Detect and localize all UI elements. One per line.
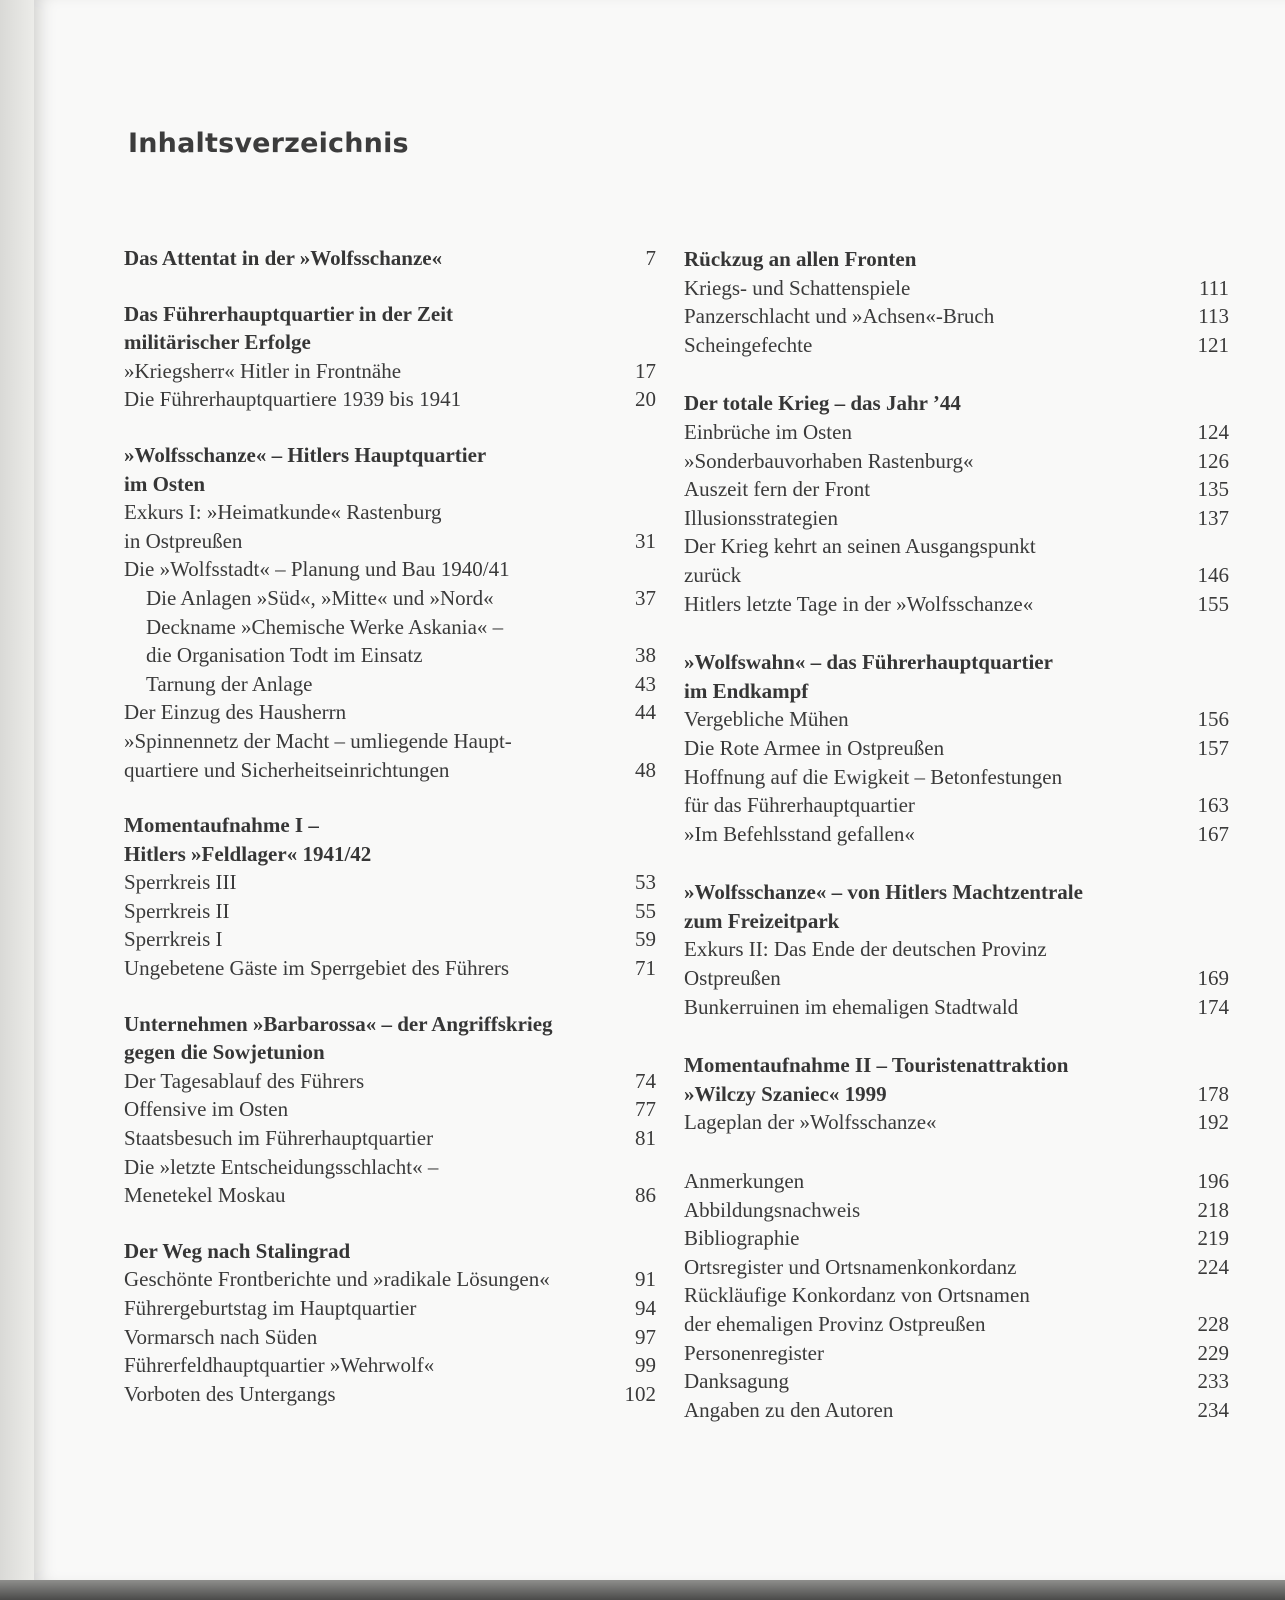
toc-entry-title: Sperrkreis I [124, 927, 223, 952]
toc-entry [124, 555, 656, 584]
toc-heading [684, 878, 1229, 907]
toc-page-number: 196 [1197, 1169, 1229, 1194]
toc-page-number: 126 [1197, 448, 1229, 473]
toc-entry [684, 820, 1229, 849]
toc-entry-title: »Sonderbauvorhaben Rastenburg« [684, 448, 974, 473]
toc-entry-title: Vergebliche Mühen [684, 707, 849, 732]
toc-entry-title: Angaben zu den Autoren [684, 1397, 894, 1422]
toc-heading [124, 244, 656, 273]
toc-entry [124, 1323, 656, 1352]
toc-entry-title: für das Führerhauptquartier [684, 793, 915, 818]
toc-entry-title: Momentaufnahme II – Touristenattraktion [684, 1053, 1069, 1078]
toc-entry [124, 868, 656, 897]
toc-entry-title: Der Einzug des Hausherrn [124, 700, 347, 725]
toc-entry [684, 1281, 1229, 1310]
toc-heading [684, 245, 1229, 274]
toc-entry [124, 357, 656, 386]
toc-entry [124, 756, 656, 785]
toc-page-number: 111 [1199, 275, 1229, 300]
toc-entry-title: »Kriegsherr« Hitler in Frontnähe [124, 358, 402, 383]
toc-entry-title: Führergeburtstag im Hauptquartier [124, 1296, 417, 1320]
toc-page-number: 37 [635, 585, 656, 610]
toc-entry [684, 590, 1229, 619]
toc-entry-title: Hitlers »Feldlager« 1941/42 [124, 841, 372, 866]
toc-entry-title: Danksagung [684, 1369, 789, 1394]
toc-entry [124, 698, 656, 727]
toc-page-number: 228 [1197, 1312, 1229, 1336]
toc-entry [124, 727, 656, 756]
toc-entry-title: Ungebetene Gäste im Sperrgebiet des Führers [124, 956, 510, 981]
toc-entry-title: »Wilczy Szaniec« 1999 [684, 1081, 887, 1106]
toc-page-number: 43 [635, 671, 656, 696]
toc-entry-title: militärischer Erfolge [124, 330, 311, 355]
toc-entry [124, 613, 656, 642]
toc-entry-title: Abbildungsnachweis [684, 1197, 861, 1222]
toc-entry-title: Sperrkreis III [124, 870, 237, 895]
scan-bottom-edge [0, 1580, 1285, 1600]
toc-entry [124, 1380, 656, 1409]
toc-page-number: 163 [1197, 793, 1229, 818]
toc-right-column [684, 245, 1229, 1454]
toc-page-number: 124 [1197, 419, 1229, 444]
toc-entry [124, 1265, 656, 1294]
toc-section [124, 811, 656, 983]
toc-entry-title: Sperrkreis II [124, 898, 230, 923]
toc-entry [124, 498, 656, 527]
toc-section [684, 878, 1229, 1021]
toc-page-number: 233 [1197, 1369, 1229, 1394]
toc-entry [124, 1351, 656, 1380]
toc-page-number: 157 [1197, 735, 1229, 760]
toc-heading [124, 840, 656, 869]
toc-entry-title: Deckname »Chemische Werke Askania« – [146, 614, 504, 639]
toc-entry-title: Menetekel Moskau [124, 1183, 286, 1208]
toc-entry [124, 925, 656, 954]
toc-page-number: 59 [635, 927, 656, 952]
toc-entry-title: »Wolfsschanze« – Hitlers Hauptquartier [124, 442, 487, 467]
toc-entry [684, 705, 1229, 734]
toc-entry [124, 954, 656, 983]
toc-entry-title: Ostpreußen [684, 966, 781, 991]
toc-entry-title: Rückläufige Konkordanz von Ortsnamen [684, 1283, 1030, 1308]
toc-entry [684, 791, 1229, 820]
toc-entry-title: Der Weg nach Stalingrad [124, 1238, 351, 1263]
toc-page-number: 121 [1197, 332, 1229, 357]
toc-entry [684, 935, 1229, 964]
toc-page-number: 219 [1197, 1226, 1229, 1251]
toc-page-number: 17 [635, 358, 656, 383]
toc-entry-title: Führerfeldhauptquartier »Wehrwolf« [124, 1353, 435, 1378]
toc-entry [684, 1253, 1229, 1282]
toc-entry-title: gegen die Sowjetunion [124, 1040, 325, 1065]
toc-entry-title: »Wolfswahn« – das Führerhauptquartier [684, 650, 1053, 675]
toc-entry [684, 1224, 1229, 1253]
toc-entry [124, 527, 656, 556]
toc-entry [684, 274, 1229, 303]
toc-entry [684, 532, 1229, 561]
toc-section [124, 1010, 656, 1210]
toc-heading [684, 389, 1229, 418]
toc-entry-title: Bunkerruinen im ehemaligen Stadtwald [684, 994, 1019, 1019]
toc-entry-title: Kriegs- und Schattenspiele [684, 275, 911, 300]
toc-entry [684, 447, 1229, 476]
toc-section [124, 441, 656, 784]
toc-entry-title: Das Attentat in der »Wolfsschanze« [124, 246, 443, 270]
toc-entry-title: Die »letzte Entscheidungsschlacht« – [124, 1154, 439, 1179]
toc-heading [124, 811, 656, 840]
toc-page-number: 146 [1197, 562, 1229, 587]
toc-entry-title: die Organisation Todt im Einsatz [146, 643, 423, 668]
toc-entry-title: Der totale Krieg – das Jahr ’44 [684, 391, 961, 416]
toc-entry [124, 670, 656, 699]
toc-page-number: 113 [1198, 304, 1229, 329]
toc-page-number: 48 [635, 757, 656, 782]
toc-heading [124, 1010, 656, 1039]
toc-page-number: 55 [635, 898, 656, 923]
toc-entry [684, 561, 1229, 590]
toc-entry [684, 993, 1229, 1022]
toc-entry [684, 763, 1229, 792]
toc-heading [684, 648, 1229, 677]
toc-page-number: 218 [1197, 1197, 1229, 1222]
toc-entry-title: im Osten [124, 471, 206, 496]
toc-page-number: 94 [635, 1296, 656, 1320]
toc-page-number: 178 [1197, 1081, 1229, 1106]
toc-entry [124, 1181, 656, 1210]
toc-section [124, 1237, 656, 1409]
toc-entry [684, 734, 1229, 763]
toc-entry-title: Das Führerhauptquartier in der Zeit [124, 301, 454, 326]
toc-page-number: 192 [1197, 1110, 1229, 1135]
toc-entry-title: Ortsregister und Ortsnamenkonkordanz [684, 1254, 1017, 1279]
toc-entry-title: Die Führerhauptquartiere 1939 bis 1941 [124, 387, 462, 412]
toc-entry [124, 1294, 656, 1323]
toc-entry [124, 897, 656, 926]
toc-page-number: 102 [624, 1381, 656, 1406]
toc-entry [124, 584, 656, 613]
toc-heading [124, 300, 656, 329]
toc-entry-title: Die Anlagen »Süd«, »Mitte« und »Nord« [146, 585, 494, 610]
toc-page-number: 135 [1197, 477, 1229, 502]
toc-entry-title: »Spinnennetz der Macht – umliegende Haupt- [124, 728, 512, 753]
toc-entry-title: Staatsbesuch im Führerhauptquartier [124, 1126, 434, 1151]
toc-heading [124, 328, 656, 357]
toc-heading [124, 1038, 656, 1067]
toc-section [124, 300, 656, 414]
toc-entry-title: Illusionsstrategien [684, 505, 838, 530]
toc-page-number: 229 [1197, 1340, 1229, 1365]
toc-entry [684, 1339, 1229, 1368]
toc-entry-title: Scheingefechte [684, 332, 813, 357]
toc-entry-title: Die »Wolfsstadt« – Planung und Bau 1940/41 [124, 557, 510, 582]
toc-page-number: 86 [635, 1183, 656, 1208]
toc-page-number: 20 [635, 387, 656, 412]
page-gutter [0, 0, 34, 1580]
toc-section [124, 244, 656, 273]
toc-entry [684, 1310, 1229, 1339]
toc-entry [124, 1153, 656, 1182]
toc-entry-title: Tarnung der Anlage [146, 671, 313, 696]
toc-entry-title: Hitlers letzte Tage in der »Wolfsschanze« [684, 591, 1034, 616]
toc-heading [684, 677, 1229, 706]
toc-entry-title: im Endkampf [684, 678, 809, 703]
toc-entry-title: Vorboten des Untergangs [124, 1381, 336, 1406]
toc-section [684, 1051, 1229, 1137]
toc-entry-title: zum Freizeitpark [684, 908, 840, 933]
toc-entry-title: Die Rote Armee in Ostpreußen [684, 735, 945, 760]
toc-heading [124, 470, 656, 499]
toc-entry-title: Unternehmen »Barbarossa« – der Angriffskrieg [124, 1011, 553, 1036]
toc-entry-title: »Im Befehlsstand gefallen« [684, 821, 915, 846]
toc-entry [684, 1367, 1229, 1396]
toc-section [684, 389, 1229, 618]
toc-entry-title: Personenregister [684, 1340, 824, 1365]
toc-page-number: 169 [1197, 966, 1229, 991]
toc-page-number: 81 [635, 1126, 656, 1151]
toc-entry [124, 1067, 656, 1096]
toc-entry [684, 418, 1229, 447]
toc-entry [684, 1396, 1229, 1425]
toc-left-column [124, 244, 656, 1435]
toc-heading [684, 907, 1229, 936]
toc-page-number: 97 [635, 1324, 656, 1349]
toc-page-number: 44 [635, 700, 656, 725]
toc-heading [124, 441, 656, 470]
toc-heading [684, 1051, 1229, 1080]
toc-entry [684, 331, 1229, 360]
toc-heading [684, 1080, 1229, 1109]
toc-page-number: 137 [1197, 505, 1229, 530]
toc-entry-title: Der Krieg kehrt an seinen Ausgangspunkt [684, 534, 1036, 559]
page-title: Inhaltsverzeichnis [128, 128, 409, 159]
toc-section [684, 1167, 1229, 1424]
toc-entry-title: quartiere und Sicherheitseinrichtungen [124, 757, 450, 782]
toc-entry [684, 302, 1229, 331]
toc-entry-title: Lageplan der »Wolfsschanze« [684, 1110, 937, 1135]
toc-entry-title: Panzerschlacht und »Achsen«-Bruch [684, 304, 995, 329]
toc-section [684, 648, 1229, 848]
toc-entry-title: Exkurs I: »Heimatkunde« Rastenburg [124, 500, 442, 525]
toc-page-number: 74 [635, 1068, 656, 1093]
toc-entry-title: »Wolfsschanze« – von Hitlers Machtzentrale [684, 880, 1083, 905]
toc-entry [124, 1124, 656, 1153]
toc-entry [684, 1108, 1229, 1137]
toc-page-number: 91 [635, 1267, 656, 1292]
toc-entry-title: Bibliographie [684, 1226, 800, 1251]
toc-page-number: 77 [635, 1097, 656, 1122]
toc-entry-title: Exkurs II: Das Ende der deutschen Provinz [684, 937, 1047, 962]
toc-heading [124, 1237, 656, 1266]
toc-entry [684, 1167, 1229, 1196]
toc-entry [124, 641, 656, 670]
toc-page-number: 53 [635, 870, 656, 895]
toc-page-number: 224 [1197, 1254, 1229, 1279]
toc-entry [124, 1095, 656, 1124]
toc-entry-title: Offensive im Osten [124, 1097, 289, 1122]
toc-entry-title: Der Tagesablauf des Führers [124, 1068, 365, 1093]
toc-page-number: 167 [1197, 821, 1229, 846]
toc-page-number: 234 [1197, 1397, 1229, 1422]
toc-entry [684, 475, 1229, 504]
toc-page-number: 31 [635, 528, 656, 553]
toc-entry-title: der ehemaligen Provinz Ostpreußen [684, 1312, 986, 1336]
toc-page-number: 38 [635, 643, 656, 668]
toc-page-number: 174 [1197, 994, 1229, 1019]
toc-entry [684, 504, 1229, 533]
toc-page-number: 155 [1197, 591, 1229, 616]
toc-page-number: 99 [635, 1353, 656, 1378]
toc-page-number: 71 [635, 956, 656, 981]
toc-entry-title: in Ostpreußen [124, 528, 243, 553]
toc-entry-title: Auszeit fern der Front [684, 477, 871, 502]
toc-entry-title: Momentaufnahme I – [124, 813, 319, 838]
toc-entry [684, 1196, 1229, 1225]
toc-entry-title: Geschönte Frontberichte und »radikale Lösungen« [124, 1267, 550, 1292]
toc-page-number: 7 [645, 246, 656, 270]
toc-entry [124, 385, 656, 414]
toc-page-number: 156 [1197, 707, 1229, 732]
toc-entry-title: Vormarsch nach Süden [124, 1324, 318, 1349]
toc-entry-title: Rückzug an allen Fronten [684, 247, 917, 271]
toc-entry [684, 964, 1229, 993]
toc-entry-title: Einbrüche im Osten [684, 419, 852, 444]
toc-section [684, 245, 1229, 359]
toc-entry-title: Hoffnung auf die Ewigkeit – Betonfestungen [684, 764, 1063, 789]
toc-entry-title: zurück [684, 562, 742, 587]
toc-entry-title: Anmerkungen [684, 1169, 805, 1194]
